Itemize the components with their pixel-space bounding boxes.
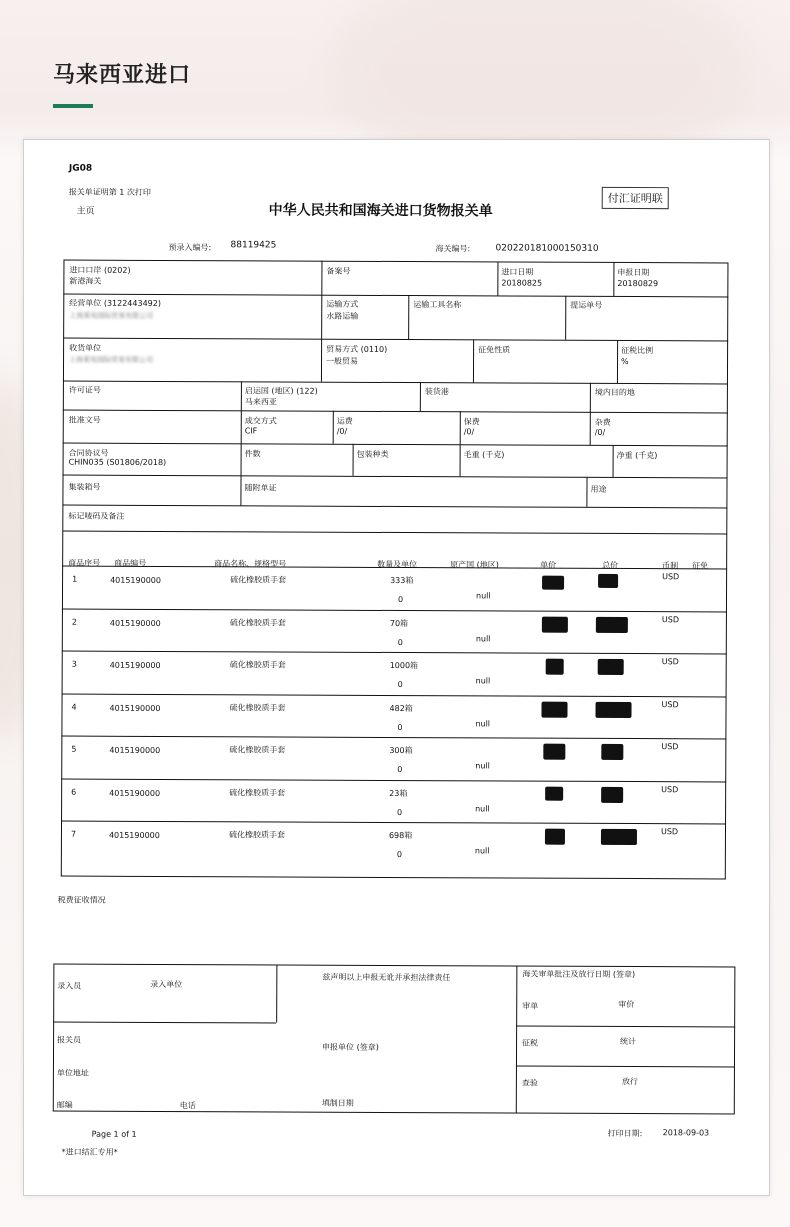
package-label: 包装种类 (356, 449, 389, 459)
container-label: 集装箱号 (68, 482, 101, 492)
goods-row-name: 硫化橡胶质手套 (230, 575, 287, 585)
goods-row-currency: USD (661, 657, 679, 667)
customs-approval-label: 海关审单批注及放行日期 (签章) (522, 969, 636, 980)
goods-row-origin: null (475, 633, 491, 643)
insurance-label: 保费 (463, 417, 480, 427)
goods-row-code: 4015190000 (109, 745, 161, 755)
bill-label: 提运单号 (570, 300, 603, 310)
statistics-label: 统计 (620, 1036, 637, 1047)
license-label: 许可证号 (68, 385, 101, 395)
goods-row-origin: null (475, 718, 491, 728)
tax-section-label: 税费征收情况 (57, 895, 106, 905)
print-date-label: 打印日期: (607, 1128, 643, 1139)
goods-header-name: 商品名称、规格型号 (214, 559, 287, 569)
entry-unit-label: 录入单位 (150, 979, 183, 990)
vehicle-label: 运输工具名称 (413, 300, 462, 310)
goods-row-qty-secondary: 0 (396, 850, 402, 860)
total-price-redaction (596, 616, 628, 632)
goods-row-name: 硫化橡胶质手套 (229, 702, 286, 713)
total-price-redaction (601, 829, 637, 845)
goods-row-qty: 333箱 (390, 575, 414, 586)
goods-row-name: 硫化橡胶质手套 (229, 745, 286, 755)
goods-header-no: 商品序号 (68, 558, 101, 568)
goods-row-qty: 23箱 (389, 788, 408, 798)
goods-header-qty: 数量及单位 (377, 559, 418, 570)
unit-address-label: 单位地址 (56, 1068, 89, 1078)
import-date-label: 进口日期 (501, 267, 534, 277)
print-date: 2018-09-03 (662, 1128, 710, 1138)
goods-row-origin: null (475, 803, 490, 813)
goods-row-code: 4015190000 (109, 788, 161, 798)
consignee-label: 收货单位 (69, 343, 102, 353)
goods-row-qty: 300箱 (389, 745, 413, 756)
deal-value: CIF (244, 426, 258, 436)
customs-number: 020220181000150310 (495, 243, 599, 254)
operator-label: 经营单位 (3122443492) (69, 298, 161, 308)
total-price-redaction (598, 659, 624, 675)
total-price-redaction (601, 744, 623, 760)
deal-label: 成交方式 (244, 416, 277, 426)
goods-row-qty: 1000箱 (389, 660, 419, 671)
goods-row-currency: USD (660, 827, 679, 837)
price-review-label: 审价 (618, 999, 635, 1010)
loading-port-label: 装货港 (424, 387, 449, 397)
goods-row-name: 硫化橡胶质手套 (229, 787, 286, 798)
total-price-redaction (598, 574, 618, 588)
goods-row-currency: USD (661, 742, 679, 752)
import-date-value: 20180825 (501, 278, 543, 288)
total-price-redaction (595, 701, 631, 717)
misc-label: 杂费 (594, 417, 611, 427)
use-label: 用途 (590, 484, 607, 494)
trade-value: 一般贸易 (326, 356, 359, 366)
exemption-label: 征免性质 (478, 345, 511, 355)
gross-label: 毛重 (千克) (463, 450, 505, 460)
homepage-label: 主页 (76, 206, 95, 217)
goods-row-currency: USD (661, 699, 679, 709)
page-number: Page 1 of 1 (91, 1129, 137, 1139)
declarer-unit-label: 申报单位 (签章) (322, 1042, 379, 1052)
net-label: 净重 (千克) (616, 450, 658, 461)
review-label: 审单 (522, 1001, 539, 1011)
freight-value: /0/ (336, 426, 348, 436)
goods-row-name: 硫化橡胶质手套 (229, 660, 286, 670)
goods-row-origin: null (475, 676, 491, 686)
import-port-value: 新港海关 (69, 276, 102, 286)
operator-value: 上海某电国际贸易有限公司 (69, 311, 154, 320)
tax-ratio-label: 征税比例 (621, 345, 654, 356)
unit-price-redaction (542, 576, 564, 590)
unit-price-redaction (543, 744, 565, 760)
goods-header-exemption: 征免 (692, 561, 709, 571)
pre-entry-number: 88119425 (230, 240, 277, 251)
goods-row-number: 6 (71, 787, 77, 797)
goods-header-currency: 币制 (662, 561, 679, 571)
goods-row-currency: USD (661, 614, 680, 624)
goods-row-name: 硫化橡胶质手套 (229, 617, 286, 628)
transport-value: 水路运输 (326, 311, 359, 321)
goods-row-currency: USD (662, 572, 680, 582)
declaration-document (19, 138, 769, 1196)
goods-row-number: 3 (71, 659, 77, 669)
transport-label: 运输方式 (326, 299, 359, 309)
approval-label: 批准文号 (68, 415, 101, 425)
customs-no-label: 海关编号: (435, 244, 471, 254)
goods-row-number: 1 (72, 574, 78, 584)
unit-price-redaction (545, 829, 565, 845)
form-code: JG08 (68, 163, 93, 174)
goods-row-code: 4015190000 (110, 575, 162, 585)
levy-label: 征税 (522, 1038, 539, 1048)
unit-price-redaction (545, 786, 563, 800)
goods-row-qty: 698箱 (388, 830, 413, 841)
marks-label: 标记唛码及备注 (68, 511, 125, 521)
goods-row-origin: null (474, 846, 490, 856)
release-label: 放行 (621, 1076, 638, 1087)
tax-ratio-value: % (621, 356, 629, 367)
trade-label: 贸易方式 (0110) (326, 344, 388, 354)
origin-country-value: 马来西亚 (244, 397, 277, 407)
goods-row-code: 4015190000 (109, 660, 161, 670)
docs-label: 随附单证 (244, 483, 277, 493)
goods-row-qty: 482箱 (389, 703, 413, 713)
goods-row-number: 2 (71, 617, 78, 627)
record-label: 备案号 (326, 266, 351, 276)
entry-clerk-label: 录入员 (57, 981, 82, 991)
goods-header-unit-price: 单价 (540, 560, 557, 570)
goods-row-qty-secondary: 0 (397, 637, 403, 647)
goods-row-number: 5 (71, 744, 77, 754)
payment-stamp: 付汇证明联 (602, 187, 669, 209)
declare-date-label: 申报日期 (617, 267, 650, 278)
title-underline (53, 104, 93, 108)
destination-label: 境内目的地 (594, 387, 635, 398)
declarer-label: 报关员 (57, 1035, 82, 1045)
inspection-label: 查验 (521, 1078, 538, 1088)
fill-date-label: 填制日期 (321, 1098, 354, 1108)
print-note: 报关单证明第 1 次打印 (68, 187, 151, 197)
goods-row-code: 4015190000 (108, 830, 160, 840)
goods-row-origin: null (475, 761, 490, 771)
contract-value: CHIN035 (S01806/2018) (68, 457, 167, 467)
declare-date-value: 20180829 (617, 278, 659, 289)
form-title: 中华人民共和国海关进口货物报关单 (268, 202, 493, 220)
goods-row-currency: USD (661, 784, 679, 794)
pieces-label: 件数 (244, 449, 261, 459)
goods-header-total-price: 总价 (602, 560, 619, 570)
goods-row-number: 4 (71, 702, 77, 712)
unit-price-redaction (542, 616, 568, 632)
import-port-label: 进口口岸 (0202) (69, 265, 131, 275)
goods-row-origin: null (475, 591, 491, 601)
unit-price-redaction (541, 701, 567, 717)
contract-label: 合同协议号 (68, 448, 109, 458)
purpose-note: *进口结汇专用* (61, 1147, 118, 1157)
phone-label: 电话 (179, 1101, 196, 1111)
goods-row-code: 4015190000 (109, 703, 161, 713)
misc-value: /0/ (594, 427, 606, 437)
goods-row-qty-secondary: 0 (397, 765, 403, 775)
origin-country-label: 启运国 (地区) (122) (244, 386, 318, 396)
customs-declaration-paper (23, 139, 770, 1196)
declaration-statement: 兹声明以上申报无讹并承担法律责任 (322, 972, 451, 983)
pre-entry-label: 预录入编号: (168, 243, 212, 253)
freight-label: 运费 (336, 416, 353, 426)
consignee-value: 上海某电国际贸易有限公司 (69, 355, 154, 364)
goods-row-qty-secondary: 0 (397, 807, 403, 817)
goods-row-number: 7 (70, 829, 77, 839)
goods-header-origin: 原产国 (地区) (450, 560, 499, 570)
page-title: 马来西亚进口 (53, 63, 192, 88)
goods-row-qty: 70箱 (389, 618, 409, 628)
goods-row-qty-secondary: 0 (397, 722, 403, 732)
goods-row-code: 4015190000 (109, 618, 161, 628)
goods-row-name: 硫化橡胶质手套 (228, 830, 285, 840)
goods-row-qty-secondary: 0 (397, 595, 404, 605)
postcode-label: 邮编 (56, 1100, 73, 1110)
total-price-redaction (601, 786, 623, 802)
unit-price-redaction (546, 659, 564, 675)
insurance-value: /0/ (463, 427, 475, 437)
goods-row-qty-secondary: 0 (397, 680, 403, 690)
goods-header-code: 商品编号 (114, 558, 147, 568)
